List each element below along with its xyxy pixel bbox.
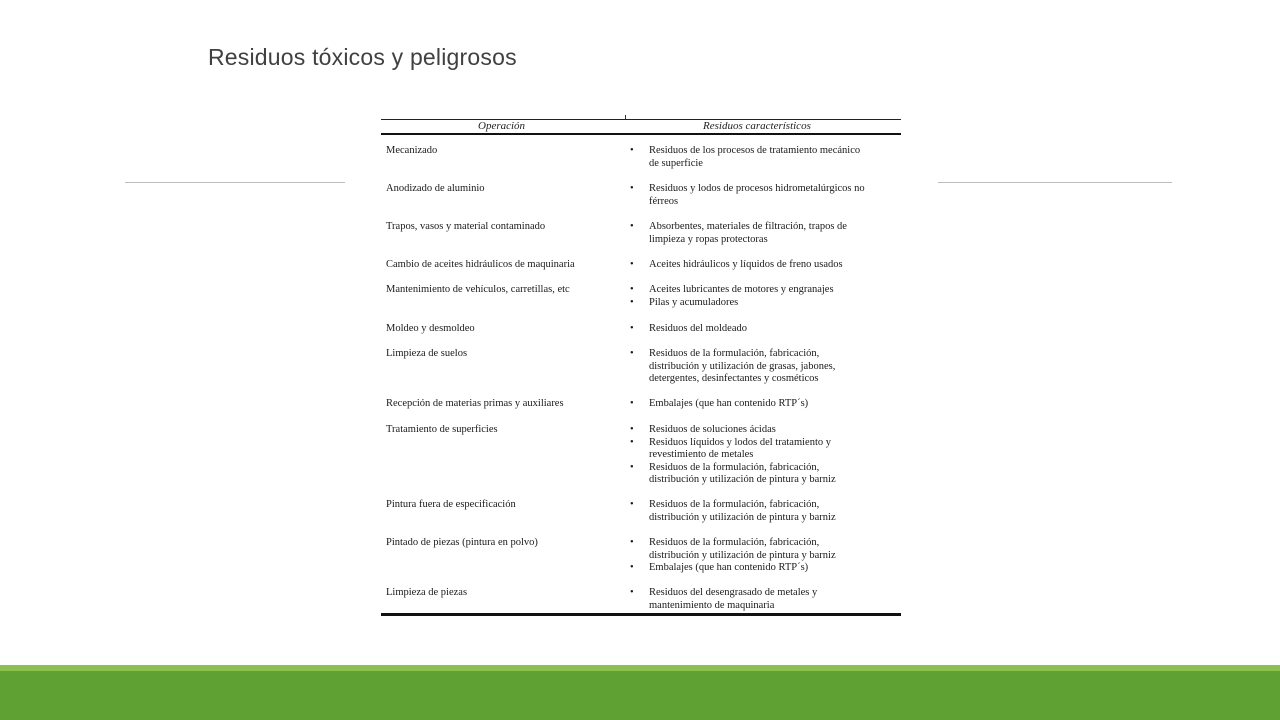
waste-cell <box>630 499 900 524</box>
waste-item-line: Residuos del moldeado <box>649 323 747 334</box>
bullet-icon: • <box>630 537 634 548</box>
waste-item-line: Residuos líquidos y lodos del tratamiento y <box>649 436 831 448</box>
operation-cell: Pintura fuera de especificación <box>386 499 516 510</box>
waste-item-line: distribución y utilización de pintura y barniz <box>649 549 836 561</box>
waste-item-line: distribución y utilización de pintura y barniz <box>649 474 836 485</box>
waste-item <box>630 259 900 272</box>
bullet-icon: • <box>630 284 634 295</box>
waste-item-line: Pilas y acumuladores <box>649 296 739 308</box>
bullet-icon: • <box>630 323 634 334</box>
waste-cell <box>630 424 900 487</box>
bullet-icon: • <box>630 221 634 232</box>
waste-cell <box>630 145 900 170</box>
header-waste: Residuos característicos <box>703 120 811 132</box>
waste-table <box>381 113 901 618</box>
table-bottom-rule <box>381 613 901 616</box>
waste-item-line: Residuos de la formulación, fabricación, <box>649 537 820 548</box>
waste-item-line: Aceites hidráulicos y líquidos de freno usados <box>649 259 843 270</box>
waste-item <box>630 284 900 297</box>
waste-item-line: distribución y utilización de pintura y barniz <box>649 511 836 523</box>
bullet-icon: • <box>630 587 634 598</box>
waste-item <box>630 587 900 612</box>
bullet-icon: • <box>630 461 634 473</box>
waste-item <box>630 145 900 170</box>
operation-cell: Mecanizado <box>386 145 438 156</box>
slide-title: Residuos tóxicos y peligrosos <box>208 44 517 70</box>
bullet-icon: • <box>630 398 634 409</box>
waste-item <box>630 398 900 411</box>
waste-cell <box>630 259 900 272</box>
waste-item <box>630 424 900 437</box>
waste-item <box>630 462 900 487</box>
header-operation: Operación <box>478 120 526 132</box>
waste-item-line: férreos <box>649 195 679 207</box>
waste-item-line: mantenimiento de maquinaria <box>649 599 775 611</box>
waste-cell <box>630 398 900 411</box>
waste-item-line: Residuos de los procesos de tratamiento mecánico <box>649 145 861 156</box>
waste-item-line: Residuos del desengrasado de metales y <box>649 587 818 598</box>
waste-item-line: Residuos de la formulación, fabricación, <box>649 348 820 359</box>
operation-cell: Tratamiento de superficies <box>386 424 498 435</box>
waste-item <box>630 499 900 524</box>
waste-item-line: Embalajes (que han contenido RTP´s) <box>649 398 809 409</box>
bullet-icon: • <box>630 145 634 156</box>
waste-item <box>630 537 900 562</box>
operation-cell: Mantenimiento de vehículos, carretillas, etc <box>386 284 570 295</box>
operation-cell: Moldeo y desmoldeo <box>386 323 475 334</box>
bullet-icon: • <box>630 424 634 435</box>
waste-item-line: Residuos de soluciones ácidas <box>649 424 776 435</box>
waste-item-line: de superficie <box>649 157 703 169</box>
operation-cell: Trapos, vasos y material contaminado <box>386 221 546 232</box>
bullet-icon: • <box>630 562 634 573</box>
waste-item <box>630 562 900 575</box>
operation-cell: Pintado de piezas (pintura en polvo) <box>386 537 538 548</box>
operation-cell: Recepción de materias primas y auxiliares <box>386 398 564 409</box>
operation-cell: Limpieza de piezas <box>386 587 468 598</box>
waste-item <box>630 348 900 386</box>
waste-cell <box>630 323 900 336</box>
waste-cell <box>630 284 900 309</box>
operation-cell: Cambio de aceites hidráulicos de maquinaria <box>386 259 575 270</box>
footer-band-highlight <box>0 665 1280 671</box>
waste-cell <box>630 537 900 575</box>
table-top-rule <box>381 119 901 120</box>
waste-cell <box>630 221 900 246</box>
header-bottom-rule <box>381 133 901 135</box>
waste-item-line: detergentes, desinfectantes y cosméticos <box>649 373 819 384</box>
waste-item <box>630 183 900 208</box>
waste-item-line: Aceites lubricantes de motores y engranajes <box>649 284 834 295</box>
bullet-icon: • <box>630 348 634 359</box>
waste-cell <box>630 183 900 208</box>
left-divider <box>125 182 345 183</box>
bullet-icon: • <box>630 259 634 270</box>
waste-cell <box>630 587 900 612</box>
bullet-icon: • <box>630 183 634 194</box>
waste-item-line: limpieza y ropas protectoras <box>649 233 768 245</box>
bullet-icon: • <box>630 499 634 510</box>
waste-item-line: Absorbentes, materiales de filtración, trapos de <box>649 221 847 232</box>
footer-band <box>0 665 1280 720</box>
right-divider <box>938 182 1172 183</box>
operation-cell: Anodizado de aluminio <box>386 183 485 194</box>
waste-item-line: Residuos de la formulación, fabricación, <box>649 461 820 473</box>
waste-item-line: revestimiento de metales <box>649 449 754 460</box>
waste-item <box>630 297 900 310</box>
waste-item-line: Residuos y lodos de procesos hidrometalúrgicos no <box>649 183 865 194</box>
operation-cell: Limpieza de suelos <box>386 348 468 359</box>
bullet-icon: • <box>630 296 634 308</box>
waste-cell <box>630 348 900 386</box>
waste-item <box>630 221 900 246</box>
waste-item <box>630 437 900 462</box>
bullet-icon: • <box>630 436 634 448</box>
waste-item <box>630 323 900 336</box>
waste-item-line: Residuos de la formulación, fabricación, <box>649 499 820 510</box>
waste-item-line: distribución y utilización de grasas, jabones, <box>649 360 836 372</box>
waste-item-line: Embalajes (que han contenido RTP´s) <box>649 562 809 573</box>
